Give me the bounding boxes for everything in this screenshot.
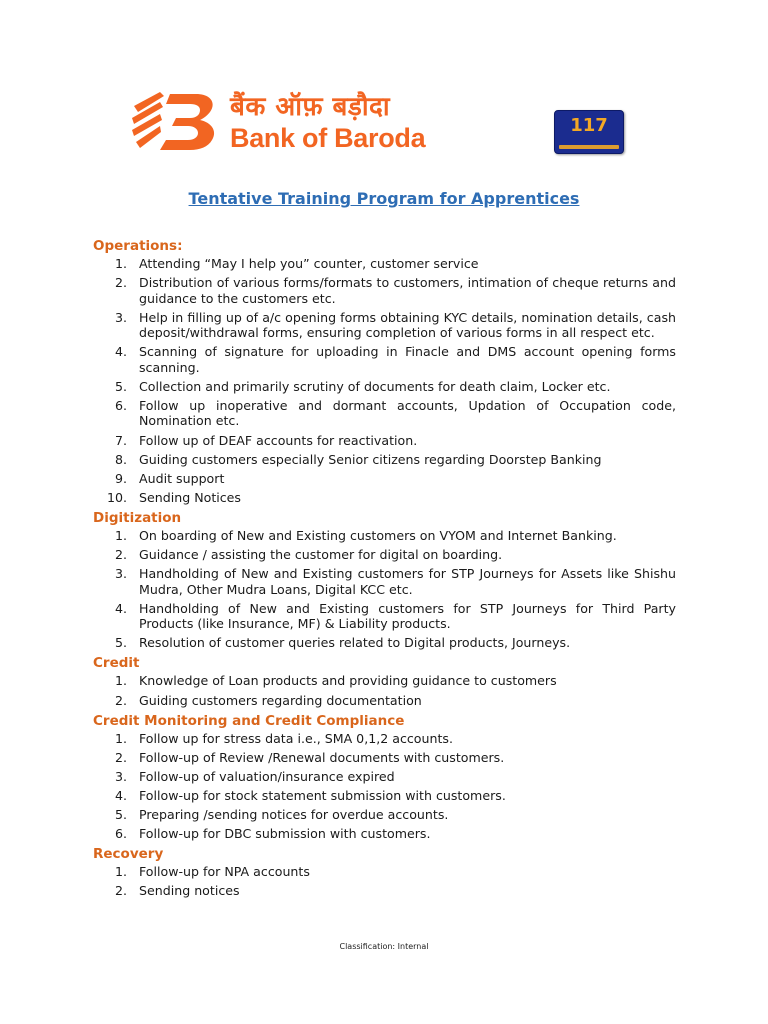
list-item-number: 2. [114,749,127,765]
section-heading: Digitization [93,509,182,526]
list-item-number: 8. [114,451,127,467]
list-item-number: 10. [106,489,127,505]
list-item [93,433,683,449]
bank-name-english: Bank of Baroda [230,123,426,153]
list-item-number: 5. [114,378,127,394]
list-item [93,256,683,272]
list-item-number: 3. [114,309,127,325]
list-item [93,731,683,747]
list-item [93,490,683,506]
list-item [93,379,683,395]
list-item-text: Knowledge of Loan products and providing guidance to customers [139,673,557,689]
list-item-number: 4. [114,787,127,803]
list-item [93,452,683,468]
list-item-text: Guidance / assisting the customer for digital on boarding. [139,547,503,563]
anniversary-badge [554,110,624,154]
list-item [93,693,683,709]
document-title: Tentative Training Program for Apprentices [188,189,580,208]
list-item-number: 6. [114,397,127,413]
badge-ribbon [559,145,619,149]
list-item-text: Sending Notices [139,489,241,505]
list-item-text: Preparing /sending notices for overdue accounts. [139,806,449,822]
list-item-text: Sending notices [139,883,240,899]
list-item-number: 9. [114,470,127,486]
list-item [93,788,683,804]
list-item-number: 3. [114,768,127,784]
list-item-text: On boarding of New and Existing customers on VYOM and Internet Banking. [139,527,617,543]
list-item [93,826,683,842]
list-item-number: 1. [114,673,127,689]
list-item-number: 5. [114,635,127,651]
list-item [93,883,683,899]
list-item-text: Scanning of signature for uploading in Finacle and DMS account opening forms scanning. [139,344,676,375]
section-heading: Credit [93,655,140,672]
list-item-text: Audit support [139,470,225,486]
list-item-text: Follow up for stress data i.e., SMA 0,1,2 accounts. [139,730,453,746]
list-item-text: Attending “May I help you” counter, customer service [139,256,479,271]
section-heading: Recovery [93,846,164,863]
list-item-number: 5. [114,806,127,822]
section-heading: Operations: [93,238,183,254]
list-item-number: 6. [114,826,127,842]
list-item [93,310,683,341]
list-item-text: Guiding customers regarding documentation [139,692,422,708]
list-item-text: Handholding of New and Existing customers for STP Journeys for Third Party Products (like Insurance, MF) & Liability products. [139,600,676,632]
list-item-text: Handholding of New and Existing customers for STP Journeys for Assets like Shishu Mudra, Other Mudra Loans, Digital KCC etc. [139,566,676,597]
bank-name-hindi: बैंक ऑफ़ बड़ौदा [230,92,391,122]
list-item-number: 2. [114,547,127,563]
list-item-text: Follow-up for DBC submission with customers. [139,826,431,842]
badge-number: 117 [570,115,608,136]
list-item [93,566,683,597]
list-item-number: 1. [114,527,127,543]
list-item-text: Resolution of customer queries related to Digital products, Journeys. [139,635,571,651]
section-item-list [93,528,683,651]
list-item-number: 2. [114,692,127,708]
list-item [93,750,683,766]
list-item-number: 4. [114,344,127,360]
list-item-number: 4. [114,600,127,616]
list-item-number: 3. [114,566,127,582]
list-item [93,673,683,689]
list-item [93,601,683,632]
list-item-text: Follow-up for NPA accounts [139,864,310,880]
list-item-number: 1. [114,730,127,746]
list-item-text: Follow up of DEAF accounts for reactivation. [139,432,418,448]
list-item-text: Help in filling up of a/c opening forms obtaining KYC details, nomination details, cash deposit/withdrawal forms, ensuring completion of various forms in all respect etc. [139,309,676,341]
list-item-text: Distribution of various forms/formats to customers, intimation of cheque returns and guidance to the customers etc. [139,275,676,306]
list-item [93,528,683,544]
list-item-number: 1. [114,256,127,271]
section-item-list [93,673,683,708]
page-header [130,88,630,158]
section-heading: Credit Monitoring and Credit Compliance [93,712,405,729]
list-item-number: 7. [114,432,127,448]
section-item-list [93,256,683,505]
list-item-text: Follow-up of Review /Renewal documents with customers. [139,749,505,765]
list-item-number: 2. [114,275,127,291]
list-item-number: 1. [114,864,127,880]
list-item [93,344,683,375]
list-item [93,471,683,487]
section-item-list [93,864,683,899]
bank-of-baroda-logo-icon [130,92,222,152]
training-program-content [93,237,683,902]
bank-name-block [230,92,425,154]
list-item [93,275,683,306]
list-item-text: Collection and primarily scrutiny of documents for death claim, Locker etc. [139,378,611,394]
list-item-text: Guiding customers especially Senior citizens regarding Doorstep Banking [139,451,602,467]
section-item-list [93,731,683,842]
list-item [93,635,683,651]
list-item [93,398,683,429]
list-item-text: Follow-up of valuation/insurance expired [139,768,395,784]
list-item [93,807,683,823]
list-item [93,864,683,880]
list-item [93,769,683,785]
list-item-text: Follow-up for stock statement submission with customers. [139,787,506,803]
list-item-text: Follow up inoperative and dormant accounts, Updation of Occupation code, Nomination etc. [139,397,676,429]
classification-footer: Classification: Internal [339,942,429,951]
list-item [93,547,683,563]
list-item-number: 2. [114,883,127,899]
